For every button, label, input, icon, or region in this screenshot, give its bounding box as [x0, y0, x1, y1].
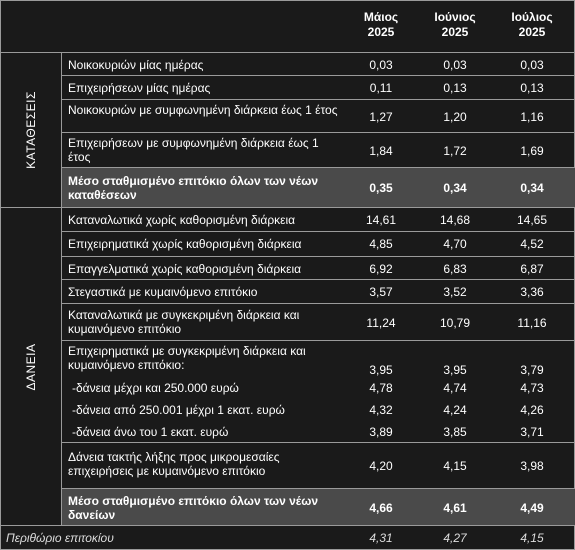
value-july: 3,71	[520, 425, 544, 439]
value-may: 6,92	[369, 262, 393, 276]
deposits-section	[0, 52, 62, 207]
value-july: 3,79	[520, 363, 544, 377]
deposits-section-label: ΚΑΤΑΘΕΣΕΙΣ	[23, 91, 38, 169]
table-row	[62, 132, 575, 167]
value-july: 4,52	[520, 237, 544, 251]
table-row	[62, 99, 575, 132]
value-may: 3,89	[369, 425, 393, 439]
value-july: 4,73	[520, 381, 544, 395]
table-row	[62, 75, 575, 99]
table-row	[62, 256, 575, 279]
value-june: 4,61	[443, 501, 467, 515]
deposits-average-row	[62, 167, 575, 207]
value-june: 6,83	[443, 262, 467, 276]
value-may: 0,35	[369, 181, 393, 195]
table-row	[62, 303, 575, 340]
row-label: Περιθώριο επιτοκίου	[6, 531, 114, 545]
row-label: Επιχειρήσεων με συμφωνημένη διάρκεια έως 1 έτος	[68, 136, 319, 164]
interest-margin-row	[0, 525, 575, 550]
loans-section	[0, 207, 62, 525]
value-may: 3,95	[369, 363, 393, 377]
row-label: Νοικοκυριών μίας ημέρας	[68, 58, 204, 72]
sub-row-label: -δάνεια άνω του 1 εκατ. ευρώ	[72, 425, 229, 439]
value-july: 0,13	[520, 81, 544, 95]
value-july: 1,16	[520, 110, 544, 124]
value-may: 0,11	[369, 81, 393, 95]
table-row	[62, 207, 575, 231]
row-label: Στεγαστικά με κυμαινόμενο επιτόκιο	[68, 285, 258, 299]
row-label: Επιχειρήσεων μίας ημέρας	[68, 81, 211, 95]
row-label: Νοικοκυριών με συμφωνημένη διάρκεια έως 1 έτος	[68, 103, 338, 117]
value-june: 3,85	[443, 425, 467, 439]
value-june: 4,24	[443, 403, 467, 417]
row-label: Επιχειρηματικά χωρίς καθορισμένη διάρκεια	[68, 237, 302, 251]
value-june: 4,27	[443, 531, 467, 545]
value-july: 11,16	[517, 316, 547, 330]
value-may: 3,57	[369, 285, 393, 299]
value-june: 10,79	[439, 316, 471, 330]
value-june: 1,72	[443, 144, 467, 158]
value-may: 1,84	[369, 144, 393, 158]
value-may: 4,85	[369, 237, 393, 251]
group-label: Επιχειρηματικά με συγκεκριμένη διάρκεια και κυμαινόμενο επιτόκιο:	[68, 344, 306, 372]
sub-row-label: -δάνεια μέχρι και 250.000 ευρώ	[72, 381, 239, 395]
table-row	[62, 442, 575, 488]
row-label: Μέσο σταθμισμένο επιτόκιο όλων των νέων καταθέσεων	[68, 174, 319, 202]
value-may: 4,78	[369, 381, 393, 395]
value-june: 1,20	[443, 110, 467, 124]
value-june: 14,68	[439, 213, 471, 227]
value-june: 0,13	[443, 81, 467, 95]
value-june: 0,34	[443, 181, 467, 195]
row-label: Μέσο σταθμισμένο επιτόκιο όλων των νέων δανείων	[68, 494, 319, 522]
table-row	[62, 231, 575, 256]
column-header-june: Ιούνιος 2025	[434, 10, 476, 39]
row-label: Δάνεια τακτής λήξης προς μικρομεσαίες επιχειρήσεις με κυμαινόμενο επιτόκιο	[68, 450, 280, 478]
value-july: 0,03	[520, 58, 544, 72]
value-may: 0,03	[369, 58, 393, 72]
value-july: 6,87	[520, 262, 544, 276]
column-header-may: Μάιος 2025	[363, 10, 399, 39]
value-july: 4,15	[520, 531, 544, 545]
value-may: 4,66	[369, 501, 393, 515]
value-may: 14,61	[365, 213, 397, 227]
value-june: 4,70	[443, 237, 467, 251]
value-june: 0,03	[443, 58, 467, 72]
value-july: 14,65	[516, 213, 548, 227]
column-header-july: Ιούλιος 2025	[511, 10, 553, 39]
loans-average-row	[62, 488, 575, 525]
sub-row-label: -δάνεια από 250.001 μέχρι 1 εκατ. ευρώ	[72, 403, 285, 417]
value-july: 1,69	[520, 144, 544, 158]
value-may: 4,31	[369, 531, 393, 545]
value-july: 3,98	[520, 459, 544, 473]
value-may: 11,24	[366, 316, 396, 330]
value-june: 4,74	[443, 381, 467, 395]
value-july: 4,26	[520, 403, 544, 417]
value-may: 1,27	[369, 110, 393, 124]
row-label: Επαγγελματικά χωρίς καθορισμένη διάρκεια	[68, 262, 302, 276]
value-june: 3,52	[443, 285, 467, 299]
row-label: Καταναλωτικά με συγκεκριμένη διάρκεια και κυμαινόμενο επιτόκιο	[68, 308, 300, 336]
value-july: 0,34	[520, 181, 544, 195]
value-may: 4,32	[369, 403, 393, 417]
table-row	[62, 52, 575, 75]
value-june: 3,95	[443, 363, 467, 377]
value-may: 4,20	[369, 459, 393, 473]
value-june: 4,15	[443, 459, 467, 473]
table-row	[62, 279, 575, 303]
value-july: 3,36	[520, 285, 544, 299]
business-loans-group	[62, 340, 575, 442]
loans-section-label: ΔΑΝΕΙΑ	[23, 342, 38, 391]
row-label: Καταναλωτικά χωρίς καθορισμένη διάρκεια	[68, 213, 296, 227]
value-july: 4,49	[520, 501, 544, 515]
